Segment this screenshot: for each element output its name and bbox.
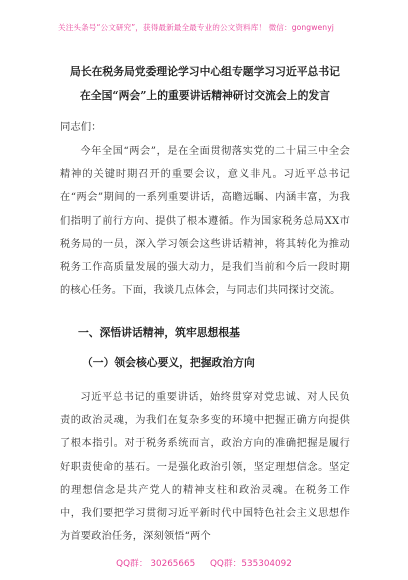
subsection-heading-1: （一）领会核心要义，把握政治方向: [82, 356, 255, 369]
section-heading-1: 一、深悟讲话精神，筑牢思想根基: [78, 326, 240, 339]
body-paragraph-1: 习近平总书记的重要讲话，始终贯穿对党忠诚、对人民负责的政治灵魂，为我们在复杂多变的环境中把握正确方向提供了根本指引。对于税务系统而言，政治方向的准确把握是履行好职责使命的基石。一是强化政治引领，坚定理想信念。坚定的理想信念是共产党人的精神支柱和政治灵魂。在税务工作中，我们要把学习贯彻习近平新时代中国特色社会主义思想作为首要政治任务，深刻领悟“两个: [60, 392, 350, 543]
salutation: 同志们：: [60, 121, 102, 133]
qq-group-2: QQ群：535304092: [209, 559, 292, 569]
title-line-2: 在全国“两会”上的重要讲话精神研讨交流会上的发言: [80, 89, 330, 102]
document-title: [40, 60, 370, 108]
footer-qq-groups: [0, 556, 408, 569]
watermark-banner: 关注头条号“公文研究”，获得最新最全最专业的公文资料库！ 微信：gongwenyj: [58, 23, 334, 32]
qq-group-1: QQ群： 30265665: [116, 559, 196, 569]
intro-paragraph: 今年全国“两会”，是在全面贯彻落实党的二十届三中全会精神的关键时期召开的重要会议，意义非凡。习近平总书记在“两会”期间的一系列重要讲话，高瞻远瞩、内涵丰富，为我们指明了前行方向、提供了根本遵循。作为国家税务总局XX市税务局的一员，深入学习领会这些讲话精神，将其转化为推动税务工作高质量发展的强大动力，是我们当前和今后一段时期的核心任务。下面，我谈几点体会，与同志们共同探讨交流。: [60, 146, 350, 297]
title-line-1: 局长在税务局党委理论学习中心组专题学习习近平总书记: [70, 65, 340, 78]
